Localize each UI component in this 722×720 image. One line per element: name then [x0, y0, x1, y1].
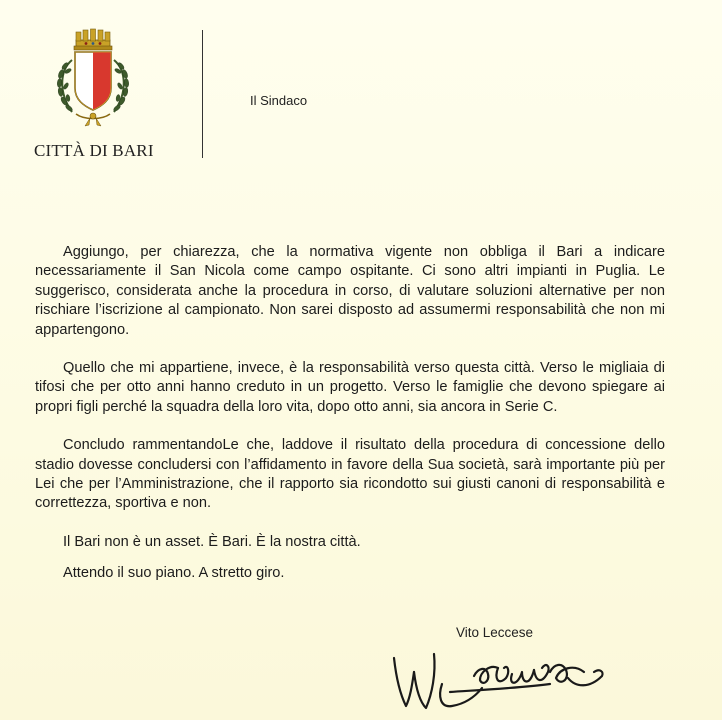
paragraph: Quello che mi appartiene, invece, è la responsabilità verso questa città. Verso le migliaia di tifosi che per otto anni hanno creduto in un progetto. Verso le famiglie che devono spiegare ai propri figli perché la squadra della loro vita, dopo otto anni, sia ancora in Serie C.	[35, 360, 665, 415]
signatory-name: Vito Leccese	[456, 625, 534, 640]
paragraph: Aggiungo, per chiarezza, che la normativa vigente non obbliga il Bari a indicare necessariamente il San Nicola come campo ospitante. Ci sono altri impianti in Puglia. Le suggerisco, considerata anche la procedura in corso, di valutare soluzioni alternative per non rischiare l’iscrizione al campionato. Non sarei disposto ad assumermi responsabilità che non mi appartengono.	[35, 244, 665, 338]
sender-title: Il Sindaco	[250, 93, 308, 108]
paragraph: Concludo rammentandoLe che, laddove il risultato della procedura di concessione dello stadio dovesse concludersi con l’affidamento in favore della Sua società, sarà importante più per Lei che per l’Amministrazione, che il rapporto sia ricondotto sui giusti canoni di responsabilità e correttezza, sportiva e non.	[35, 437, 665, 512]
handwritten-signature	[390, 628, 620, 718]
header-divider	[202, 30, 203, 158]
letter-body	[35, 243, 665, 603]
paragraph: Attendo il suo piano. A stretto giro.	[63, 565, 285, 582]
city-coat-of-arms-icon	[50, 26, 136, 130]
paragraph: Il Bari non è un asset. È Bari. È la nostra città.	[63, 533, 361, 550]
city-name: CITTÀ DI BARI	[34, 141, 154, 160]
